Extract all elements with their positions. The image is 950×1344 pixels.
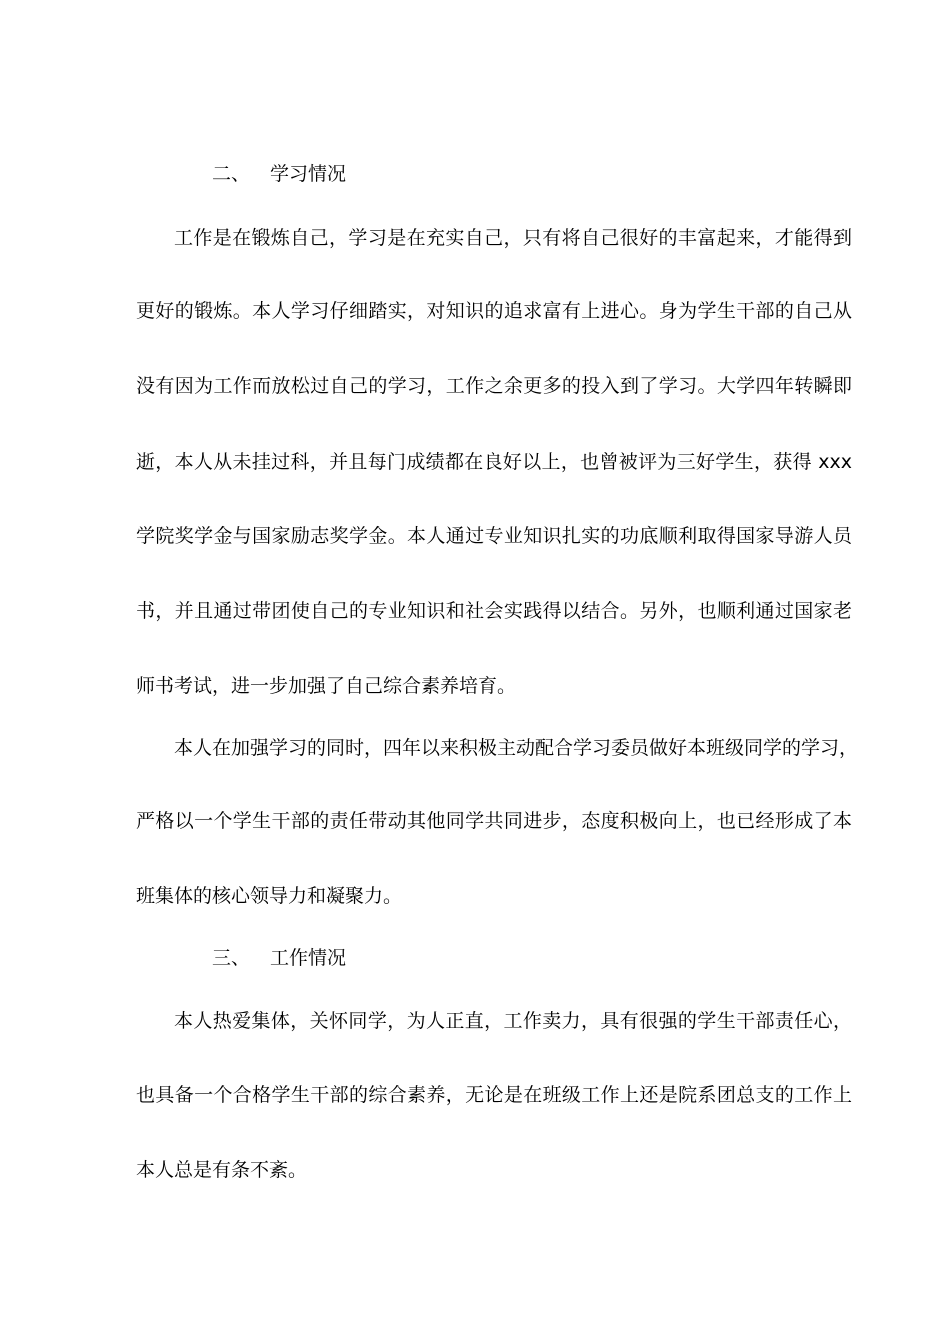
section-heading-work	[212, 946, 346, 970]
paragraph-line: 本人在加强学习的同时，四年以来积极主动配合学习委员做好本班级同学的学习，	[174, 737, 859, 759]
section-title: 学习情况	[270, 163, 347, 185]
paragraph-line: 更好的锻炼。本人学习仔细踏实，对知识的追求富有上进心。身为学生干部的自己从	[136, 300, 852, 322]
paragraph-line: 本人总是有条不紊。	[136, 1159, 308, 1181]
section-title: 工作情况	[270, 947, 347, 969]
paragraph-line: 没有因为工作而放松过自己的学习，工作之余更多的投入到了学习。大学四年转瞬即	[136, 375, 852, 397]
section-heading-study	[212, 162, 346, 186]
paragraph-line: 书，并且通过带团使自己的专业知识和社会实践得以结合。另外，也顺利通过国家老	[136, 600, 852, 622]
paragraph-line: 本人热爱集体，关怀同学，为人正直，工作卖力，具有很强的学生干部责任心，	[174, 1010, 852, 1032]
paragraph-line: 学院奖学金与国家励志奖学金。本人通过专业知识扎实的功底顺利取得国家导游人员	[136, 525, 852, 547]
paragraph-line: 工作是在锻炼自己，学习是在充实自己，只有将自己很好的丰富起来，才能得到	[174, 227, 852, 249]
paragraph-line: 班集体的核心领导力和凝聚力。	[136, 885, 403, 907]
paragraph-line: 逝，本人从未挂过科，并且每门成绩都在良好以上，也曾被评为三好学生，获得 xxx	[136, 451, 852, 473]
paragraph-line: 师书考试，进一步加强了自己综合素养培育。	[136, 675, 517, 697]
paragraph-line: 也具备一个合格学生干部的综合素养，无论是在班级工作上还是院系团总支的工作上	[136, 1084, 852, 1106]
section-number: 二、	[212, 163, 251, 185]
section-number: 三、	[212, 947, 251, 969]
paragraph-line: 严格以一个学生干部的责任带动其他同学共同进步，态度积极向上，也已经形成了本	[136, 810, 852, 832]
